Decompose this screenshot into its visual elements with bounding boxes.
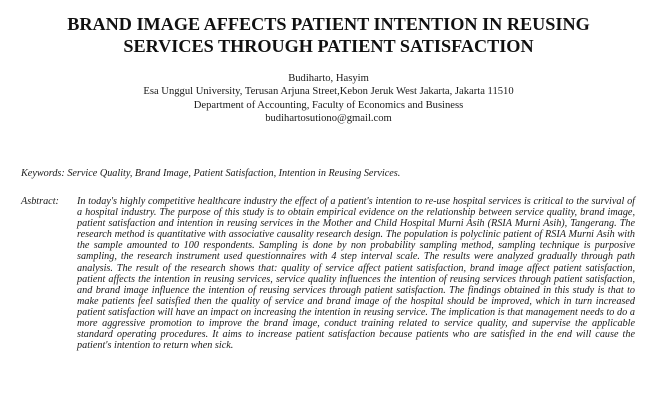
- title-line-1: BRAND IMAGE AFFECTS PATIENT INTENTION IN REUSING: [67, 14, 590, 34]
- author-email: budihartosutiono@gmail.com: [265, 113, 392, 125]
- keywords-label: Keywords:: [21, 168, 65, 179]
- paper-title: [0, 13, 657, 57]
- author-names: Budiharto, Hasyim: [288, 73, 369, 84]
- abstract-text: In today's highly competitive healthcare industry the effect of a patient's intention to re-use hospital services is critical to the survival of a hospital industry. The purpose of this study is to obtain empirical evidence on the relationship between service quality, brand image, patient satisfaction and intention in reusing services in the Mother and Child Hospital Murni Asih (RSIA Murni Asih), Tangerang. The research method is quantitative with associative causality research design. The population is polyclinic patient of RSIA Murni Asih with the sample amounted to 100 respondents. Sampling is done by non probability sampling method, sampling technique is purposive sampling, the research instrument used questionnaires with 4 step interval scale. The results were analyzed gradually through path analysis. The result of the research shows that: quality of service affect patient satisfaction, brand image affect patient satisfaction, patient affects the intention in reusing services, service quality influences the intention of reusing services through patient satisfaction, and brand image influence the intention of reusing services through patient satisfaction. The findings obtained in this study is that to make patients feel satisfied then the quality of service and brand image of the hospital should be improved, which in turn increased patient satisfaction will have an impact on increasing the intention in reusing service. The implication is that management needs to do a more aggressive promotion to improve the brand image, conduct training related to service quality, and supervise the applicable standard operating procedures. It aims to increase patient satisfaction because patients who are satisfied in the end will cause the patient's intention to return when sick.: [77, 196, 635, 352]
- title-line-2: SERVICES THROUGH PATIENT SATISFACTION: [123, 36, 534, 56]
- abstract-section: [21, 196, 635, 351]
- author-department: Department of Accounting, Faculty of Economics and Business: [193, 99, 464, 111]
- author-affiliation: Esa Unggul University, Terusan Arjuna Street,Kebon Jeruk West Jakarta, Jakarta 11510: [143, 86, 514, 98]
- author-block: [0, 72, 657, 126]
- abstract-label: Asbtract:: [21, 196, 59, 207]
- keywords-list: Service Quality, Brand Image, Patient Satisfaction, Intention in Reusing Services.: [67, 168, 401, 179]
- keywords-line: [21, 167, 641, 180]
